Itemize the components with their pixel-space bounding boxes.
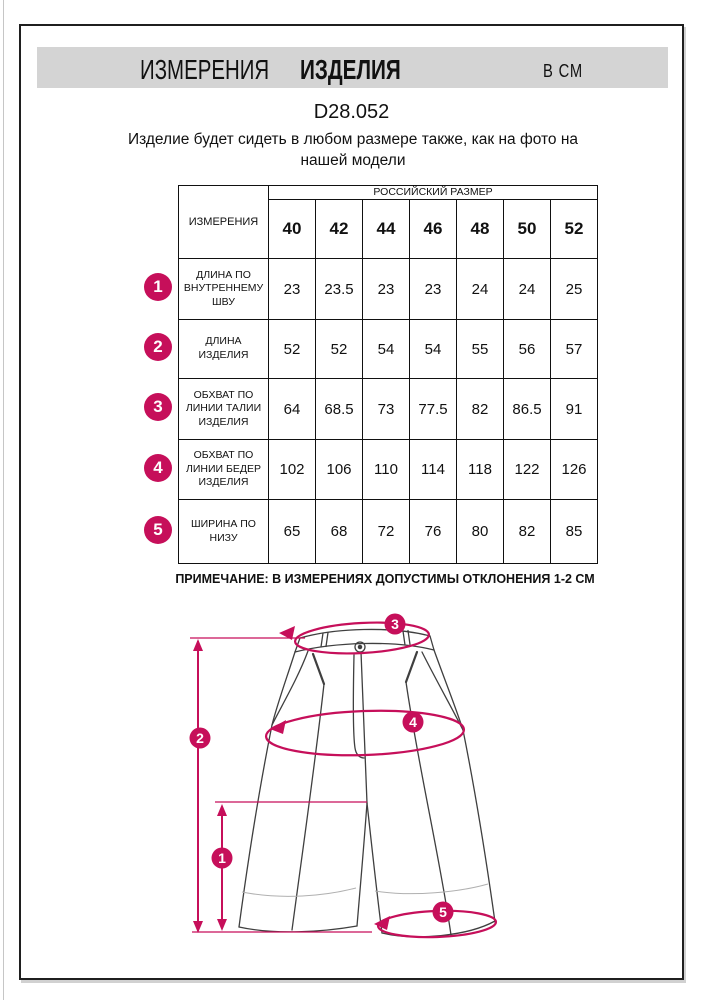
model-code: D28.052 [313, 101, 390, 123]
page-edge-line [3, 0, 4, 1000]
measure-column-header: ИЗМЕРЕНИЯ [179, 186, 269, 259]
title-units: В СМ [543, 61, 584, 81]
value-cell: 52 [316, 320, 363, 379]
table-row [179, 500, 598, 564]
measurement-overlays [190, 614, 497, 940]
value-cell: 82 [457, 379, 504, 440]
value-cell: 114 [410, 440, 457, 500]
table-row [179, 440, 598, 500]
svg-text:1: 1 [218, 850, 226, 866]
table-row [179, 259, 598, 320]
crease-left [292, 684, 324, 930]
value-cell: 126 [551, 440, 598, 500]
fly-line [353, 655, 364, 758]
pocket-right [422, 652, 463, 730]
table-row [179, 320, 598, 379]
value-cell: 86.5 [504, 379, 551, 440]
value-cell: 102 [269, 440, 316, 500]
value-cell: 91 [551, 379, 598, 440]
size-header-cell: 48 [457, 200, 504, 259]
belt-loop-left [321, 633, 328, 648]
size-header-cell: 44 [363, 200, 410, 259]
size-header-cell: 52 [551, 200, 598, 259]
value-cell: 54 [363, 320, 410, 379]
value-cell: 23 [269, 259, 316, 320]
row-label: ОБХВАТ ПО ЛИНИИ ТАЛИИ ИЗДЕЛИЯ [179, 379, 269, 440]
size-header-cell: 50 [504, 200, 551, 259]
value-cell: 24 [457, 259, 504, 320]
length-dimension-line [193, 639, 203, 933]
row-badge-1: 1 [144, 273, 172, 301]
row-badge-2: 2 [144, 333, 172, 361]
value-cell: 23.5 [316, 259, 363, 320]
size-group-header: РОССИЙСКИЙ РАЗМЕР [269, 186, 598, 200]
svg-text:3: 3 [391, 616, 399, 632]
value-cell: 68.5 [316, 379, 363, 440]
row-badge-4: 4 [144, 454, 172, 482]
size-header-cell: 40 [269, 200, 316, 259]
value-cell: 56 [504, 320, 551, 379]
arrowhead-icon [374, 916, 390, 930]
table-row [179, 379, 598, 440]
value-cell: 64 [269, 379, 316, 440]
value-cell: 55 [457, 320, 504, 379]
value-cell: 24 [504, 259, 551, 320]
size-header-cell: 46 [410, 200, 457, 259]
value-cell: 80 [457, 500, 504, 564]
value-cell: 65 [269, 500, 316, 564]
row-badge-3: 3 [144, 393, 172, 421]
size-header-cell: 42 [316, 200, 363, 259]
row-label: ДЛИНА ИЗДЕЛИЯ [179, 320, 269, 379]
value-cell: 68 [316, 500, 363, 564]
size-table [178, 185, 598, 564]
value-cell: 122 [504, 440, 551, 500]
title-product: ИЗДЕЛИЯ [300, 54, 401, 85]
value-cell: 72 [363, 500, 410, 564]
value-cell: 106 [316, 440, 363, 500]
value-cell: 110 [363, 440, 410, 500]
row-label: ОБХВАТ ПО ЛИНИИ БЕДЕР ИЗДЕЛИЯ [179, 440, 269, 500]
value-cell: 25 [551, 259, 598, 320]
value-cell: 23 [410, 259, 457, 320]
dart-left [313, 654, 324, 684]
value-cell: 73 [363, 379, 410, 440]
value-cell: 54 [410, 320, 457, 379]
dart-right [406, 652, 417, 682]
value-cell: 77.5 [410, 379, 457, 440]
svg-text:4: 4 [409, 714, 417, 730]
row-label: ДЛИНА ПО ВНУТРЕННЕМУ ШВУ [179, 259, 269, 320]
value-cell: 57 [551, 320, 598, 379]
value-cell: 85 [551, 500, 598, 564]
row-label: ШИРИНА ПО НИЗУ [179, 500, 269, 564]
svg-text:5: 5 [439, 904, 447, 920]
hem-fold-lines [242, 884, 488, 896]
subtitle: Изделие будет сидеть в любом размере также, как на фото на нашей модели [127, 131, 579, 169]
title-measurements: ИЗМЕРЕНИЯ [140, 54, 270, 85]
value-cell: 82 [504, 500, 551, 564]
value-cell: 118 [457, 440, 504, 500]
value-cell: 23 [363, 259, 410, 320]
pocket-left [272, 651, 308, 725]
value-cell: 76 [410, 500, 457, 564]
value-cell: 52 [269, 320, 316, 379]
belt-loop-right [403, 631, 410, 646]
row-badge-5: 5 [144, 516, 172, 544]
tolerance-note: ПРИМЕЧАНИЕ: В ИЗМЕРЕНИЯХ ДОПУСТИМЫ ОТКЛОНЕНИЯ 1-2 СМ [175, 572, 595, 586]
garment-diagram [20, 600, 680, 970]
svg-text:2: 2 [196, 730, 204, 746]
